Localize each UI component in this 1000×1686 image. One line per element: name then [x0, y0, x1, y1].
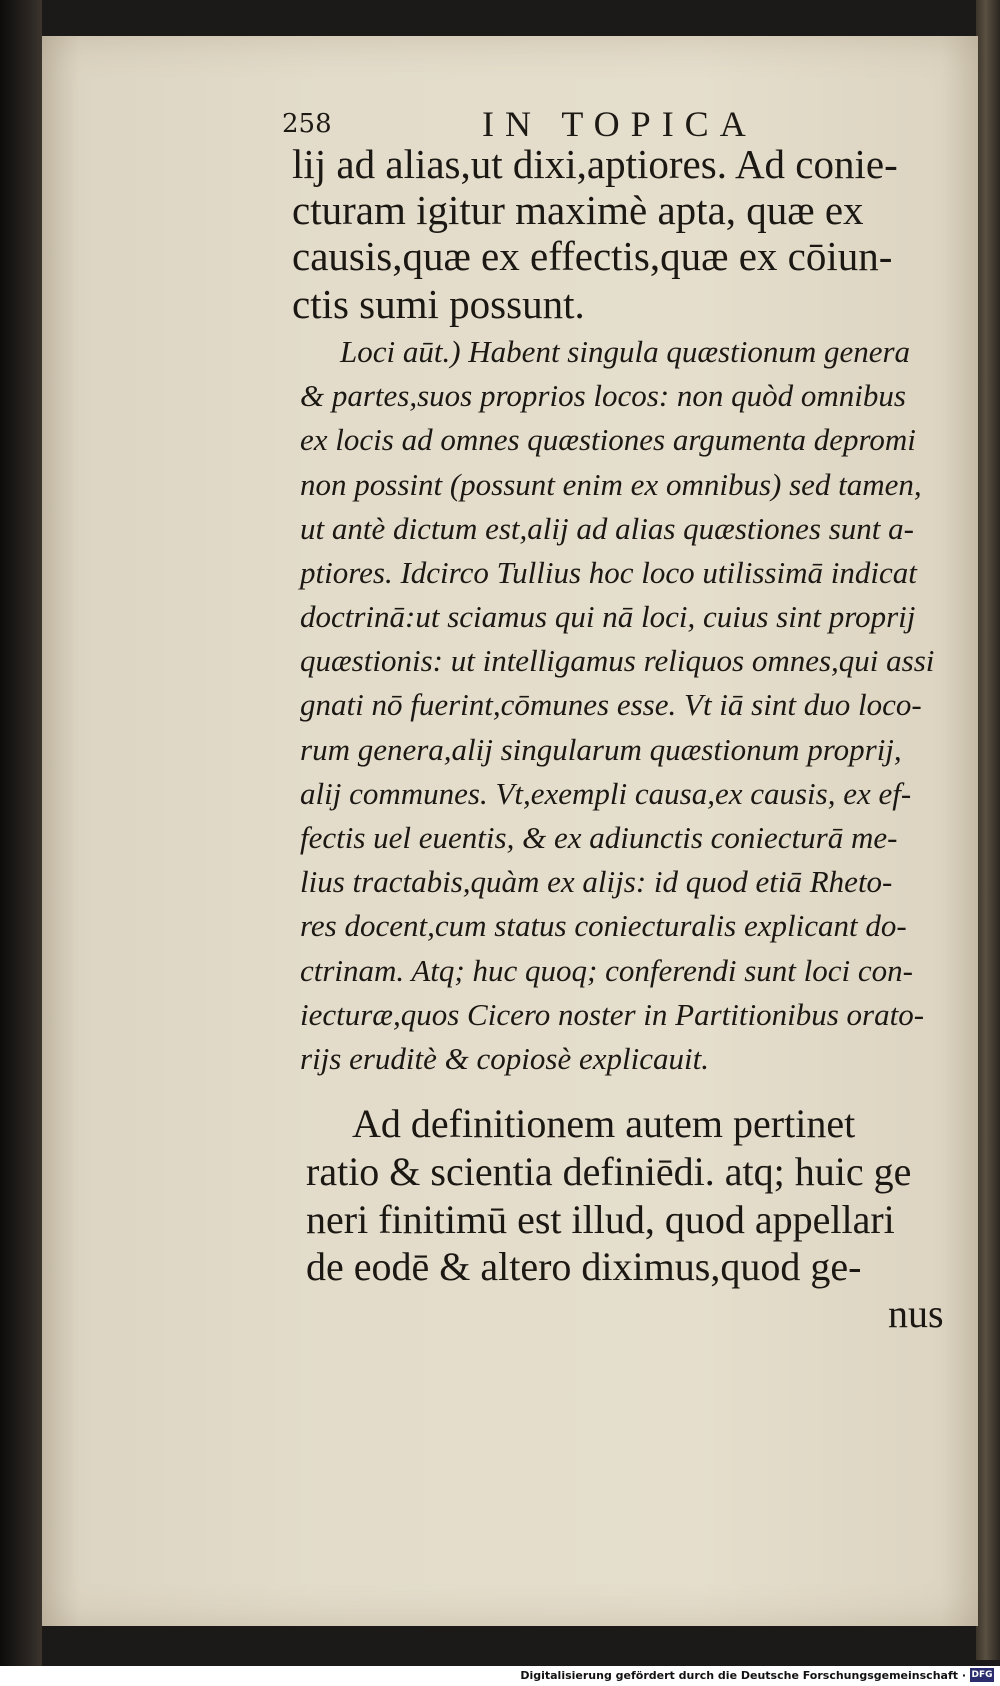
commentary-line: doctrinā:ut sciamus qui nā loci, cuius sint proprij: [300, 599, 916, 634]
page-edge: [976, 0, 1000, 1660]
commentary-line: rijs eruditè & copiosè explicauit.: [300, 1041, 709, 1076]
commentary-line: quæstionis: ut intelligamus reliquos omnes,qui assi: [300, 643, 935, 678]
text-line: ratio & scientia definiēdi. atq; huic ge: [306, 1149, 912, 1194]
dfg-logo: DFG: [971, 1670, 993, 1680]
commentary-line: iecturæ,quos Cicero noster in Partitionibus orato-: [300, 997, 925, 1032]
commentary-line: Loci aūt.) Habent singula quæstionum genera: [340, 334, 911, 369]
commentary-line: non possint (possunt enim ex omnibus) sed tamen,: [300, 467, 922, 502]
commentary-line: lius tractabis,quàm ex alijs: id quod etiā Rheto-: [300, 864, 893, 899]
commentary-line: ex locis ad omnes quæstiones argumenta depromi: [300, 422, 916, 457]
text-line: de eodē & altero diximus,quod ge-: [306, 1244, 862, 1289]
text-line: Ad definitionem autem pertinet: [352, 1101, 856, 1146]
digitization-credit: Digitalisierung gefördert durch die Deutsche Forschungsgemeinschaft ·: [520, 1669, 966, 1682]
commentary-line: gnati nō fuerint,cōmunes esse. Vt iā sint duo loco-: [300, 687, 922, 722]
running-title: IN TOPICA: [482, 104, 757, 144]
commentary-line: res docent,cum status coniecturalis explicant do-: [300, 908, 907, 943]
binding-shadow: [0, 0, 42, 1686]
text-line: cturam igitur maximè apta, quæ ex: [292, 187, 864, 233]
catchword: nus: [888, 1291, 944, 1336]
text-line: lij ad alias,ut dixi,aptiores. Ad conie-: [292, 141, 898, 187]
page-number: 258: [282, 109, 332, 139]
commentary-line: ut antè dictum est,alij ad alias quæstiones sunt a-: [300, 511, 914, 546]
commentary-line: ptiores. Idcirco Tullius hoc loco utilissimā indicat: [300, 555, 917, 590]
commentary-line: alij communes. Vt,exempli causa,ex causis, ex ef-: [300, 776, 912, 811]
commentary-line: ctrinam. Atq; huc quoq; conferendi sunt loci con-: [300, 953, 913, 988]
text-line: neri finitimū est illud, quod appellari: [306, 1197, 895, 1242]
commentary-line: rum genera,alij singularum quæstionum proprij,: [300, 732, 902, 767]
text-line: causis,quæ ex effectis,quæ ex cōiun-: [292, 233, 893, 279]
page-header: [282, 103, 962, 143]
commentary-line: fectis uel euentis, & ex adiunctis coniecturā me-: [300, 820, 898, 855]
commentary-line: & partes,suos proprios locos: non quòd omnibus: [300, 378, 906, 413]
text-line: ctis sumi possunt.: [292, 281, 585, 327]
